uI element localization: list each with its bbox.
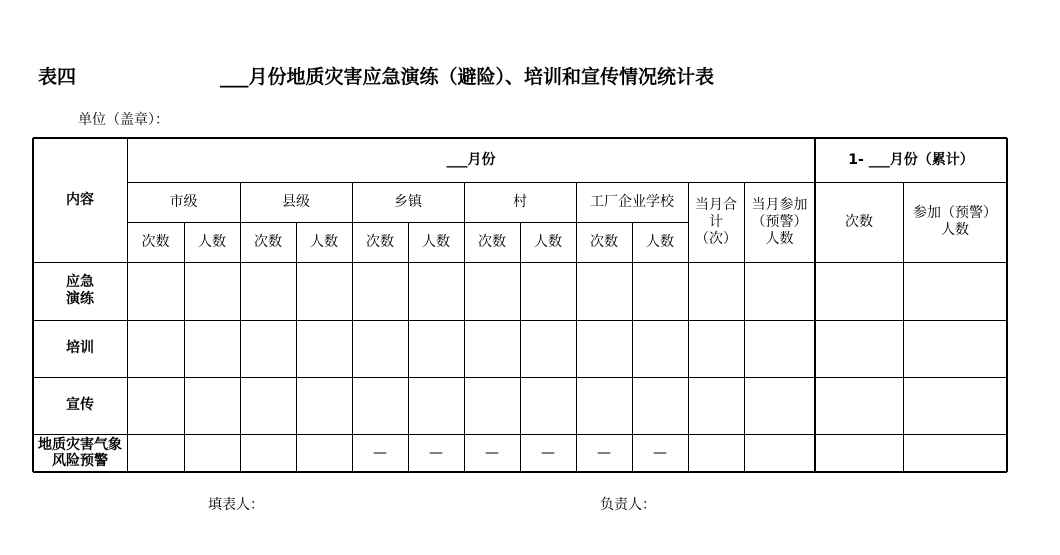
dash-mark: — <box>653 444 667 461</box>
table-vline <box>688 182 689 472</box>
unit-label: 单位（盖章）： <box>78 112 169 128</box>
enterprise-school-level-count-header: 次数 <box>590 233 618 250</box>
dash-mark: — <box>541 444 555 461</box>
enterprise-school-level-header: 工厂企业学校 <box>590 193 674 210</box>
row-emergency-drill-label: 应急演练 <box>66 274 94 307</box>
responsible-label: 负责人： <box>600 497 656 513</box>
dash-mark: — <box>597 444 611 461</box>
city-level-people-header: 人数 <box>198 233 226 250</box>
village-level-count-header: 次数 <box>478 233 506 250</box>
month-group-header: ___月份 <box>446 151 496 168</box>
dash-mark: — <box>373 444 387 461</box>
month-blank: ___ <box>220 66 249 88</box>
filler-label: 填表人： <box>208 497 264 513</box>
city-level-header: 市级 <box>169 193 198 210</box>
township-level-count-header: 次数 <box>366 233 394 250</box>
table-vline <box>903 182 904 472</box>
dash-mark: — <box>429 444 443 461</box>
township-level-people-header: 人数 <box>422 233 450 250</box>
page-title <box>220 62 714 89</box>
cumulative-participants-header: 参加（预警）人数 <box>913 205 997 238</box>
township-level-header: 乡镇 <box>394 193 422 210</box>
table-number: 表四 <box>38 66 77 88</box>
village-level-people-header: 人数 <box>534 233 562 250</box>
village-level-header: 村 <box>513 193 527 210</box>
month-total-header: 当月合计（次） <box>695 196 737 247</box>
county-level-header: 县级 <box>282 193 310 210</box>
row-weather-warning-label: 地质灾害气象风险预警 <box>38 437 122 469</box>
county-level-count-header: 次数 <box>254 233 282 250</box>
county-level-people-header: 人数 <box>310 233 338 250</box>
dash-mark: — <box>485 444 499 461</box>
month-participants-header: 当月参加（预警）人数 <box>751 196 808 247</box>
title-text: 月份地质灾害应急演练（避险）、培训和宣传情况统计表 <box>248 66 715 88</box>
row-training-label: 培训 <box>66 340 94 356</box>
content-header: 内容 <box>66 191 94 208</box>
cumulative-group-header: 1- ___月份（累计） <box>848 151 974 168</box>
enterprise-school-level-people-header: 人数 <box>646 233 674 250</box>
cumulative-count-header: 次数 <box>845 213 873 230</box>
table-vline <box>744 182 745 472</box>
city-level-count-header: 次数 <box>141 233 170 250</box>
table-vline <box>1006 138 1008 472</box>
row-publicity-label: 宣传 <box>66 397 94 413</box>
